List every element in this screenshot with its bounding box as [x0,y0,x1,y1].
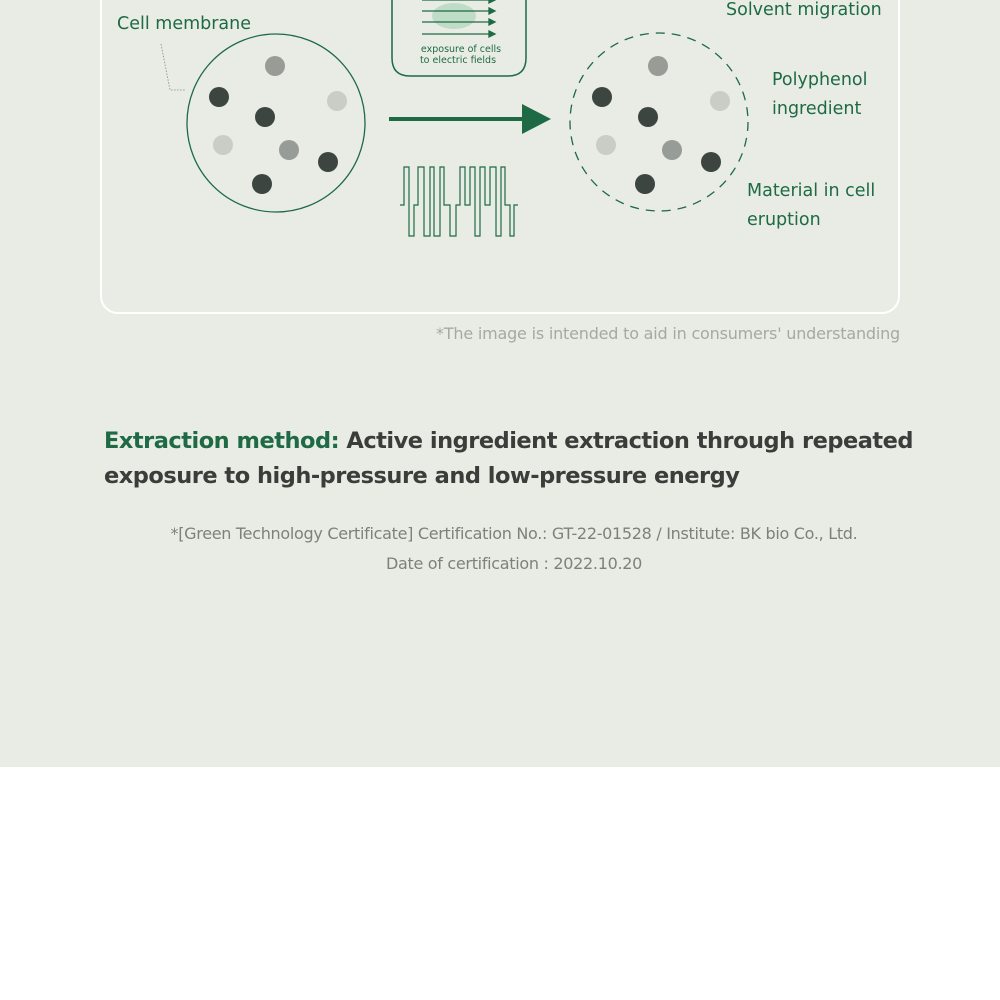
exposure-label-line1: exposure of cells [420,44,502,55]
certificate-line-1: *[Green Technology Certificate] Certification No.: GT-22-01528 / Institute: BK bio Co., Ltd. [170,524,858,543]
pulse-waveform-icon [400,167,518,236]
headline-label: Extraction method: [104,428,340,454]
extraction-diagram [0,0,1000,320]
solvent-migration-label: Solvent migration [726,0,882,20]
particle-dot [662,140,682,160]
particle-dot [596,135,616,155]
disclaimer-note: *The image is intended to aid in consumers' understanding [436,324,900,343]
particle-dot [701,152,721,172]
particle-dot [638,107,658,127]
particle-dot [265,56,285,76]
particle-dot [252,174,272,194]
cell-membrane-label: Cell membrane [117,14,252,34]
particle-dot [279,140,299,160]
intact-cell [187,34,365,212]
electric-field-box [392,0,526,76]
material-label-line2: eruption [747,210,821,230]
extraction-method-headline [104,424,934,494]
particle-dot [213,135,233,155]
particle-dot [648,56,668,76]
polyphenol-label-line2: ingredient [772,99,862,119]
particle-dot [318,152,338,172]
certificate-date: Date of certification : 2022.10.20 [385,554,643,573]
particle-dot [209,87,229,107]
field-cell-icon [432,3,476,29]
exposure-label-line2: to electric fields [419,55,497,66]
polyphenol-label-line1: Polyphenol [772,70,868,90]
process-arrow-icon [389,104,551,134]
particle-dot [592,87,612,107]
material-label-line1: Material in cell [747,181,876,201]
headline-text: Active ingredient extraction through repeated exposure to high-pressure and low-pressure energy [104,428,914,489]
particle-dot [327,91,347,111]
particle-dot [710,91,730,111]
ruptured-cell [570,33,748,211]
particle-dot [635,174,655,194]
particle-dot [255,107,275,127]
membrane-leader-line [161,44,186,90]
